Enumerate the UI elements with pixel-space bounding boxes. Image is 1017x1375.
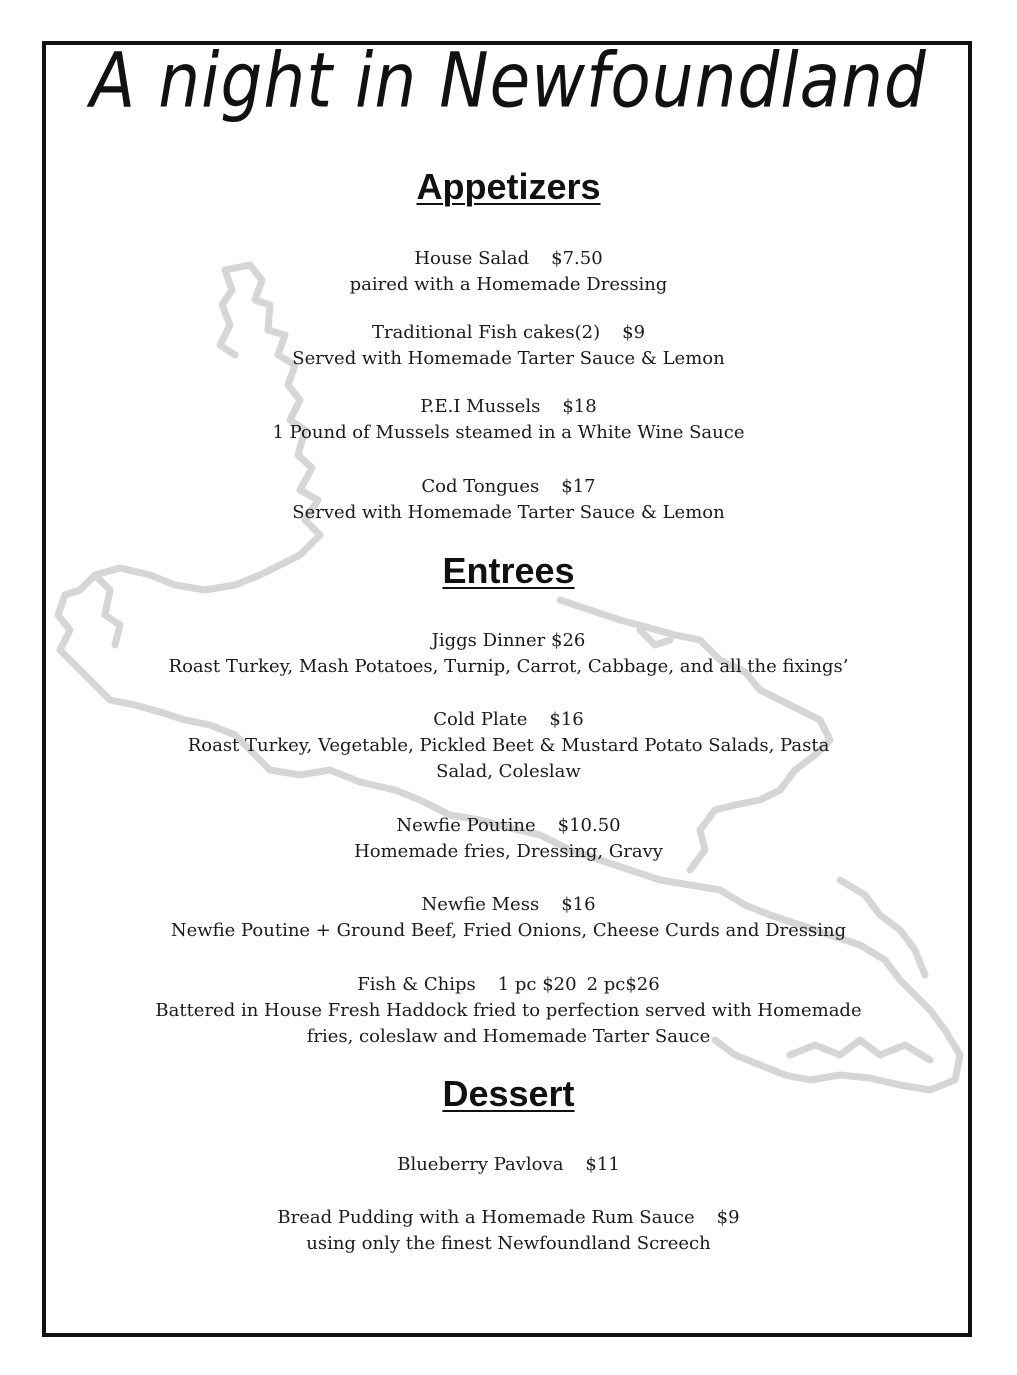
menu-item-fish-and-chips (0, 972, 1017, 998)
menu-item-cod-tongues (0, 474, 1017, 500)
item-description: using only the finest Newfoundland Screech (306, 1233, 711, 1254)
menu-item-cold-plate (0, 707, 1017, 733)
item-price: $7.50 (551, 248, 603, 269)
menu-item-newfie-poutine (0, 813, 1017, 839)
item-name: Newfie Poutine (396, 815, 536, 836)
menu-item-newfie-mess (0, 892, 1017, 918)
item-description: Served with Homemade Tarter Sauce & Lemon (292, 348, 725, 369)
item-description: Newfie Poutine + Ground Beef, Fried Onions, Cheese Curds and Dressing (170, 920, 847, 941)
menu-border (42, 41, 972, 1337)
menu-title: A night in Newfoundland (90, 36, 927, 125)
item-description: Roast Turkey, Vegetable, Pickled Beet & Mustard Potato Salads, Pasta (187, 735, 830, 756)
menu-item-bread-pudding (0, 1205, 1017, 1231)
item-description: Battered in House Fresh Haddock fried to perfection served with Homemade (155, 1000, 862, 1021)
item-price: $16 (549, 709, 584, 730)
item-name: Cod Tongues (421, 476, 540, 497)
menu-item-jiggs-dinner: Jiggs Dinner $26 (431, 630, 586, 651)
item-name: Newfie Mess (421, 894, 540, 915)
item-name: Bread Pudding with a Homemade Rum Sauce (277, 1207, 695, 1228)
item-name: Fish & Chips (357, 974, 476, 995)
item-description: Salad, Coleslaw (436, 761, 581, 782)
item-price: $11 (585, 1154, 620, 1175)
entrees-heading: Entrees (442, 550, 575, 591)
item-description: Served with Homemade Tarter Sauce & Lemon (292, 502, 725, 523)
item-description: 1 Pound of Mussels steamed in a White Wine Sauce (272, 422, 745, 443)
item-price: $17 (561, 476, 596, 497)
item-name: Traditional Fish cakes(2) (371, 322, 601, 343)
item-price: $9 (716, 1207, 740, 1228)
item-name: Blueberry Pavlova (397, 1154, 564, 1175)
item-description: Roast Turkey, Mash Potatoes, Turnip, Carrot, Cabbage, and all the fixings’ (168, 656, 849, 677)
item-description: paired with a Homemade Dressing (349, 274, 668, 295)
item-price: $10.50 (557, 815, 621, 836)
item-name: P.E.I Mussels (420, 396, 541, 417)
item-price: $16 (561, 894, 596, 915)
item-name: House Salad (414, 248, 530, 269)
item-price: 1 pc $20 (497, 974, 577, 995)
item-price: 2 pc$26 (586, 974, 660, 995)
item-description: Homemade fries, Dressing, Gravy (354, 841, 663, 862)
menu-item-fish-cakes (0, 320, 1017, 346)
menu-item-house-salad (0, 246, 1017, 272)
dessert-heading: Dessert (442, 1073, 575, 1114)
item-name: Cold Plate (433, 709, 528, 730)
item-price: $18 (562, 396, 597, 417)
menu-item-mussels (0, 394, 1017, 420)
item-description: fries, coleslaw and Homemade Tarter Sauce (306, 1026, 711, 1047)
appetizers-heading: Appetizers (416, 166, 601, 207)
menu-item-blueberry-pavlova (0, 1152, 1017, 1178)
item-price: $9 (622, 322, 646, 343)
